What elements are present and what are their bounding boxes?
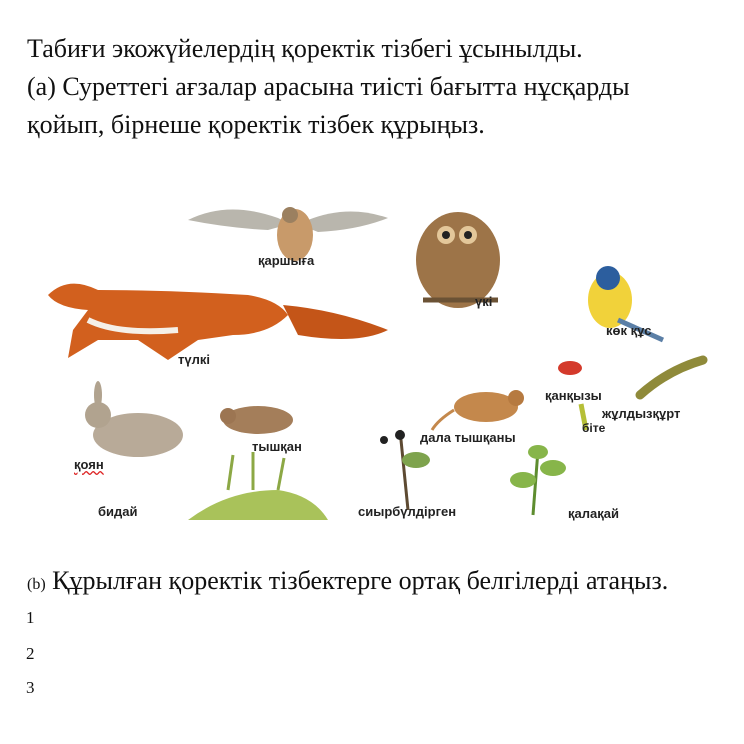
ladybird-icon <box>558 361 582 375</box>
part-b-text: Құрылған қоректік тізбектерге ортақ белгілерді атаңыз. <box>52 566 669 595</box>
answer-line-2: 2 <box>26 644 35 663</box>
food-chain-figure <box>28 190 718 530</box>
label-nettle: қалақай <box>568 506 619 521</box>
label-owl: үкі <box>475 294 493 309</box>
wheat-icon <box>188 452 328 520</box>
intro-line-2: (а) Суреттегі ағзалар арасына тиісті бағытта нұсқарды <box>27 72 630 101</box>
intro-line-1: Табиғи экожүйелердің қоректік тізбегі ұсынылды. <box>27 34 583 63</box>
nettle-icon <box>510 445 566 515</box>
label-hawk: қаршыға <box>258 253 315 268</box>
vole-icon <box>432 390 524 430</box>
label-tit: көк құс <box>606 323 652 338</box>
mouse-icon <box>220 406 293 434</box>
answer-line-3: 3 <box>26 678 35 697</box>
label-caterpillar: жұлдызқұрт <box>602 406 681 421</box>
caterpillar-icon <box>640 360 703 395</box>
task-intro <box>27 30 737 144</box>
rabbit-icon <box>85 381 183 457</box>
fox-icon <box>48 284 388 360</box>
label-fox: түлкі <box>178 352 210 367</box>
label-wheat: бидай <box>98 504 138 519</box>
intro-line-3: қойып, бірнеше қоректік тізбек құрыңыз. <box>27 110 485 139</box>
label-aphid: біте <box>582 421 606 435</box>
label-mouse: тышқан <box>252 439 302 454</box>
question-b <box>27 566 668 596</box>
label-ladybird: қанқызы <box>545 388 602 403</box>
answer-line-1: 1 <box>26 608 35 627</box>
label-blackberry: сиырбүлдірген <box>358 504 457 519</box>
label-vole: дала тышқаны <box>420 430 516 445</box>
organisms-illustration <box>28 190 718 530</box>
part-b-tag: (b) <box>27 576 46 593</box>
label-rabbit: қоян <box>74 457 104 472</box>
